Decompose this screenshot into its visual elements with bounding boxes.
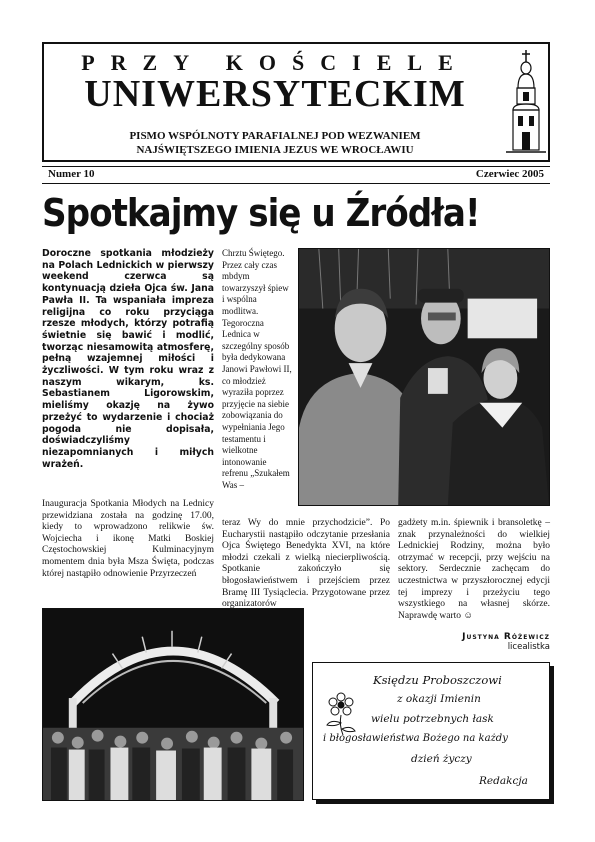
youth-group-photo	[298, 248, 550, 506]
gate-of-millennium-photo	[42, 608, 304, 801]
article-column-middle: teraz Wy do mnie przychodzicie”. Po Eucharystii nastąpiło odczytanie przesłania Ojca Świętego Benedykta XVI, na które młodzi czekali z wielką niecierpliwością. Spotkanie zakończyło się błogosławieństwem i przejściem przez Bramę III Tysiąclecia. Przygotowane przez organizatorów	[222, 518, 390, 610]
issue-row	[42, 166, 550, 184]
article-signature	[440, 632, 550, 652]
author-role: licealistka	[507, 642, 550, 652]
greeting-line5: dzień życzy	[411, 753, 472, 765]
article-lead: Doroczne spotkania młodzieży na Polach Lednickich w pierwszy weekend czerwca są kontynuacją dzieła Ojca św. Jana Pawła II. Ta wspaniała impreza religijna co roku przyciąga rzesze młodych, którzy potrafią świetnie się bawić i modlić, tworząc niesamowitą atmosferę, pełną wzajemnej miłości i życzliwości. W tym roku wraz z naszym wikarym, ks. Sebastianem Ligorowskim, mieliśmy okazję na żywo przeżyć to wydarzenie i chociaż pogoda nie dopisała, doświadczyliśmy niezapomnianych i miłych wrażeń.	[42, 248, 214, 470]
masthead	[42, 42, 550, 162]
article-column-left: Inauguracja Spotkania Młodych na Lednicy przewidziana została na godzinę 17.00, kiedy to wprowadzono relikwie św. Wojciecha i ikonę Matki Boskiej Częstochowskiej Kulminacyjnym momentem dnia była Msza Święta, podczas której nastąpiło odnowienie Przyrzeczeń	[42, 499, 214, 579]
article-headline: Spotkajmy się u Źródła!	[42, 191, 480, 235]
issue-number: Numer 10	[48, 168, 95, 180]
greeting-line4: i błogosławieństwa Bożego na każdy	[323, 733, 508, 744]
church-tower-icon	[504, 48, 548, 158]
greeting-box	[312, 662, 550, 800]
author-name: Justyna Różewicz	[462, 632, 550, 642]
issue-date: Czerwiec 2005	[475, 168, 544, 180]
greeting-signature: Redakcja	[479, 775, 528, 787]
flower-ornament-icon	[321, 691, 361, 737]
article-column-right: gadżety m.in. śpiewnik i bransoletkę – znak przynależności do wielkiej Lednickiej Rodziny, można było otrzymać w recepcji, przy wejściu na sektory. Serdecznie zachęcam do uczestnictwa w przyszłorocznej edycji tej imprezy i przeżyciu tego wszystkiego na własnej skórze. Naprawdę warto ☺	[398, 518, 550, 621]
masthead-subtitle-line2: NAJŚWIĘTSZEGO IMIENIA JEZUS WE WROCŁAWIU	[136, 144, 414, 156]
greeting-line2: z okazji Imienin	[397, 693, 481, 705]
greeting-line3: wielu potrzebnych łask	[371, 713, 494, 725]
greeting-line1: Księdzu Proboszczowi	[373, 673, 502, 687]
masthead-title-line1: PRZY KOŚCIELE	[81, 50, 469, 75]
article-column-narrow: Chrztu Świętego. Przez cały czas mbdym towarzyszył śpiew i wspólna modlitwa. Tegoroczna Lednica w szczególny sposób była dedykowana Janowi Pawłowi II, co młodzież wyraziła poprzez przyjęcie na siebie zobowiązania do wypełniania Jego testamentu i wielkotne intonowanie refrenu „Szukałem Was –	[222, 248, 292, 490]
masthead-title-line2: UNIWERSYTECKIM	[84, 73, 466, 115]
masthead-subtitle-line1: PISMO WSPÓLNOTY PARAFIALNEJ POD WEZWANIEM	[129, 130, 421, 142]
